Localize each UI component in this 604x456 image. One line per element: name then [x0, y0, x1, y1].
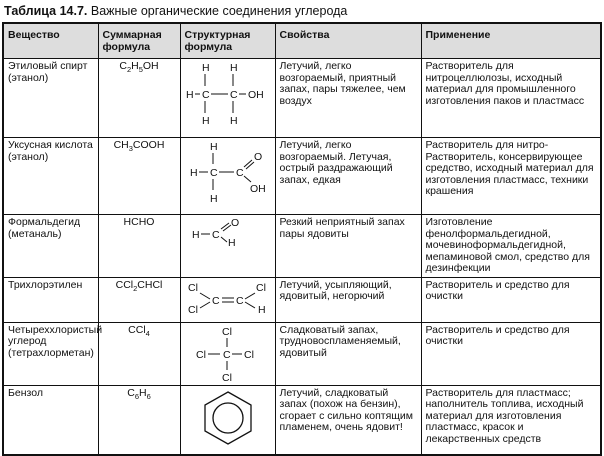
substance-name: Этиловый спирт (этанол)	[3, 59, 98, 138]
svg-text:Cl: Cl	[243, 348, 254, 361]
header-properties: Свойства	[275, 23, 421, 59]
application: Растворитель для пластмасс; наполнитель топлива, исходный материал для изготовления пластмасс, красок и лекарственных средств	[421, 385, 601, 455]
header-formula: Суммарная формула	[98, 23, 180, 59]
properties: Летучий, усыпляющий, ядовитый, негорючий	[275, 277, 421, 322]
table-header-row	[3, 23, 601, 59]
svg-text:Cl: Cl	[221, 325, 232, 338]
svg-text:C: C	[209, 167, 218, 179]
svg-text:C: C	[201, 89, 210, 101]
application: Растворитель для нитро- Растворитель, консервирующее средство, исходный материал для изготовления пластмасс, техники крашения	[421, 138, 601, 215]
sum-formula: $C_2H_5OH$	[98, 59, 180, 138]
properties: Летучий, легко возгораемый. Летучая, острый раздражающий запах, едкая	[275, 138, 421, 215]
svg-text:O: O	[253, 151, 262, 163]
svg-text:H: H	[201, 62, 210, 74]
svg-text:O: O	[230, 217, 239, 229]
application: Изготовление фенолформальдегидной, мочевиноформальдегидной, мепаминовой смол, средство для дезинфекции	[421, 215, 601, 278]
substance-name: Бензол	[3, 385, 98, 455]
properties: Сладковатый запах, трудновоспламеняемый, ядовитый	[275, 322, 421, 385]
svg-text:OH: OH	[247, 89, 264, 101]
substance-name: Четыреххлористый углерод (тетрахлорметан)	[3, 322, 98, 385]
svg-text:Cl: Cl	[255, 281, 266, 294]
svg-text:H: H	[189, 167, 198, 179]
caption-label: Таблица 14.7.	[4, 4, 88, 18]
svg-text:C: C	[211, 294, 220, 307]
svg-text:OH: OH	[249, 183, 266, 195]
structural-formula-acetic-acid	[180, 138, 275, 215]
substance-name: Формальдегид (метаналь)	[3, 215, 98, 278]
application: Растворитель для нитроцеллюлозы, исходный материал для промышленного изготовления паков и пластмасс	[421, 59, 601, 138]
table-row	[3, 385, 601, 455]
sum-formula: CCl$_2$CHCl	[98, 277, 180, 322]
svg-text:H: H	[209, 193, 218, 205]
structural-formula-ethanol	[180, 59, 275, 138]
properties: Летучий, легко возгораемый, приятный запах, пары тяжелее, чем воздух	[275, 59, 421, 138]
structural-formula-formaldehyde	[180, 215, 275, 278]
svg-text:H: H	[227, 237, 236, 247]
properties: Летучий, сладковатый запах (похож на бензин), сгорает с сильно коптящим пламенем, очень ядовит!	[275, 385, 421, 455]
table-row	[3, 215, 601, 278]
application: Растворитель и средство для очистки	[421, 322, 601, 385]
svg-text:C: C	[211, 229, 220, 241]
header-substance: Вещество	[3, 23, 98, 59]
table-row	[3, 59, 601, 138]
substance-name: Трихлорэтилен	[3, 277, 98, 322]
svg-text:H: H	[229, 115, 238, 127]
caption-text: Важные органические соединения углерода	[90, 4, 348, 18]
compounds-table	[2, 22, 602, 456]
table-caption	[4, 3, 347, 19]
svg-text:H: H	[185, 89, 194, 101]
svg-text:Cl: Cl	[195, 348, 206, 361]
properties: Резкий неприятный запах пары ядовиты	[275, 215, 421, 278]
svg-text:H: H	[209, 141, 218, 153]
table-row	[3, 322, 601, 385]
structural-formula-trichloroethylene	[180, 277, 275, 322]
svg-text:C: C	[229, 89, 238, 101]
sum-formula: $C_6H_6$	[98, 385, 180, 455]
sum-formula: HCHO	[98, 215, 180, 278]
structural-formula-tetrachloromethane	[180, 322, 275, 385]
svg-text:Cl: Cl	[221, 371, 232, 383]
application: Растворитель и средство для очистки	[421, 277, 601, 322]
svg-text:H: H	[191, 229, 200, 241]
svg-text:H: H	[257, 303, 266, 316]
svg-text:H: H	[201, 115, 210, 127]
sum-formula: $CH_3COOH$	[98, 138, 180, 215]
header-structure: Структурная формула	[180, 23, 275, 59]
svg-text:H: H	[229, 62, 238, 74]
table-row	[3, 138, 601, 215]
svg-text:C: C	[222, 348, 231, 361]
svg-text:Cl: Cl	[187, 303, 198, 316]
svg-text:Cl: Cl	[187, 281, 198, 294]
substance-name: Уксусная кислота (этанол)	[3, 138, 98, 215]
structural-formula-benzene	[180, 385, 275, 455]
table-row	[3, 277, 601, 322]
header-application: Применение	[421, 23, 601, 59]
svg-text:C: C	[235, 294, 244, 307]
svg-text:C: C	[235, 167, 244, 179]
sum-formula: CCl$_4$	[98, 322, 180, 385]
